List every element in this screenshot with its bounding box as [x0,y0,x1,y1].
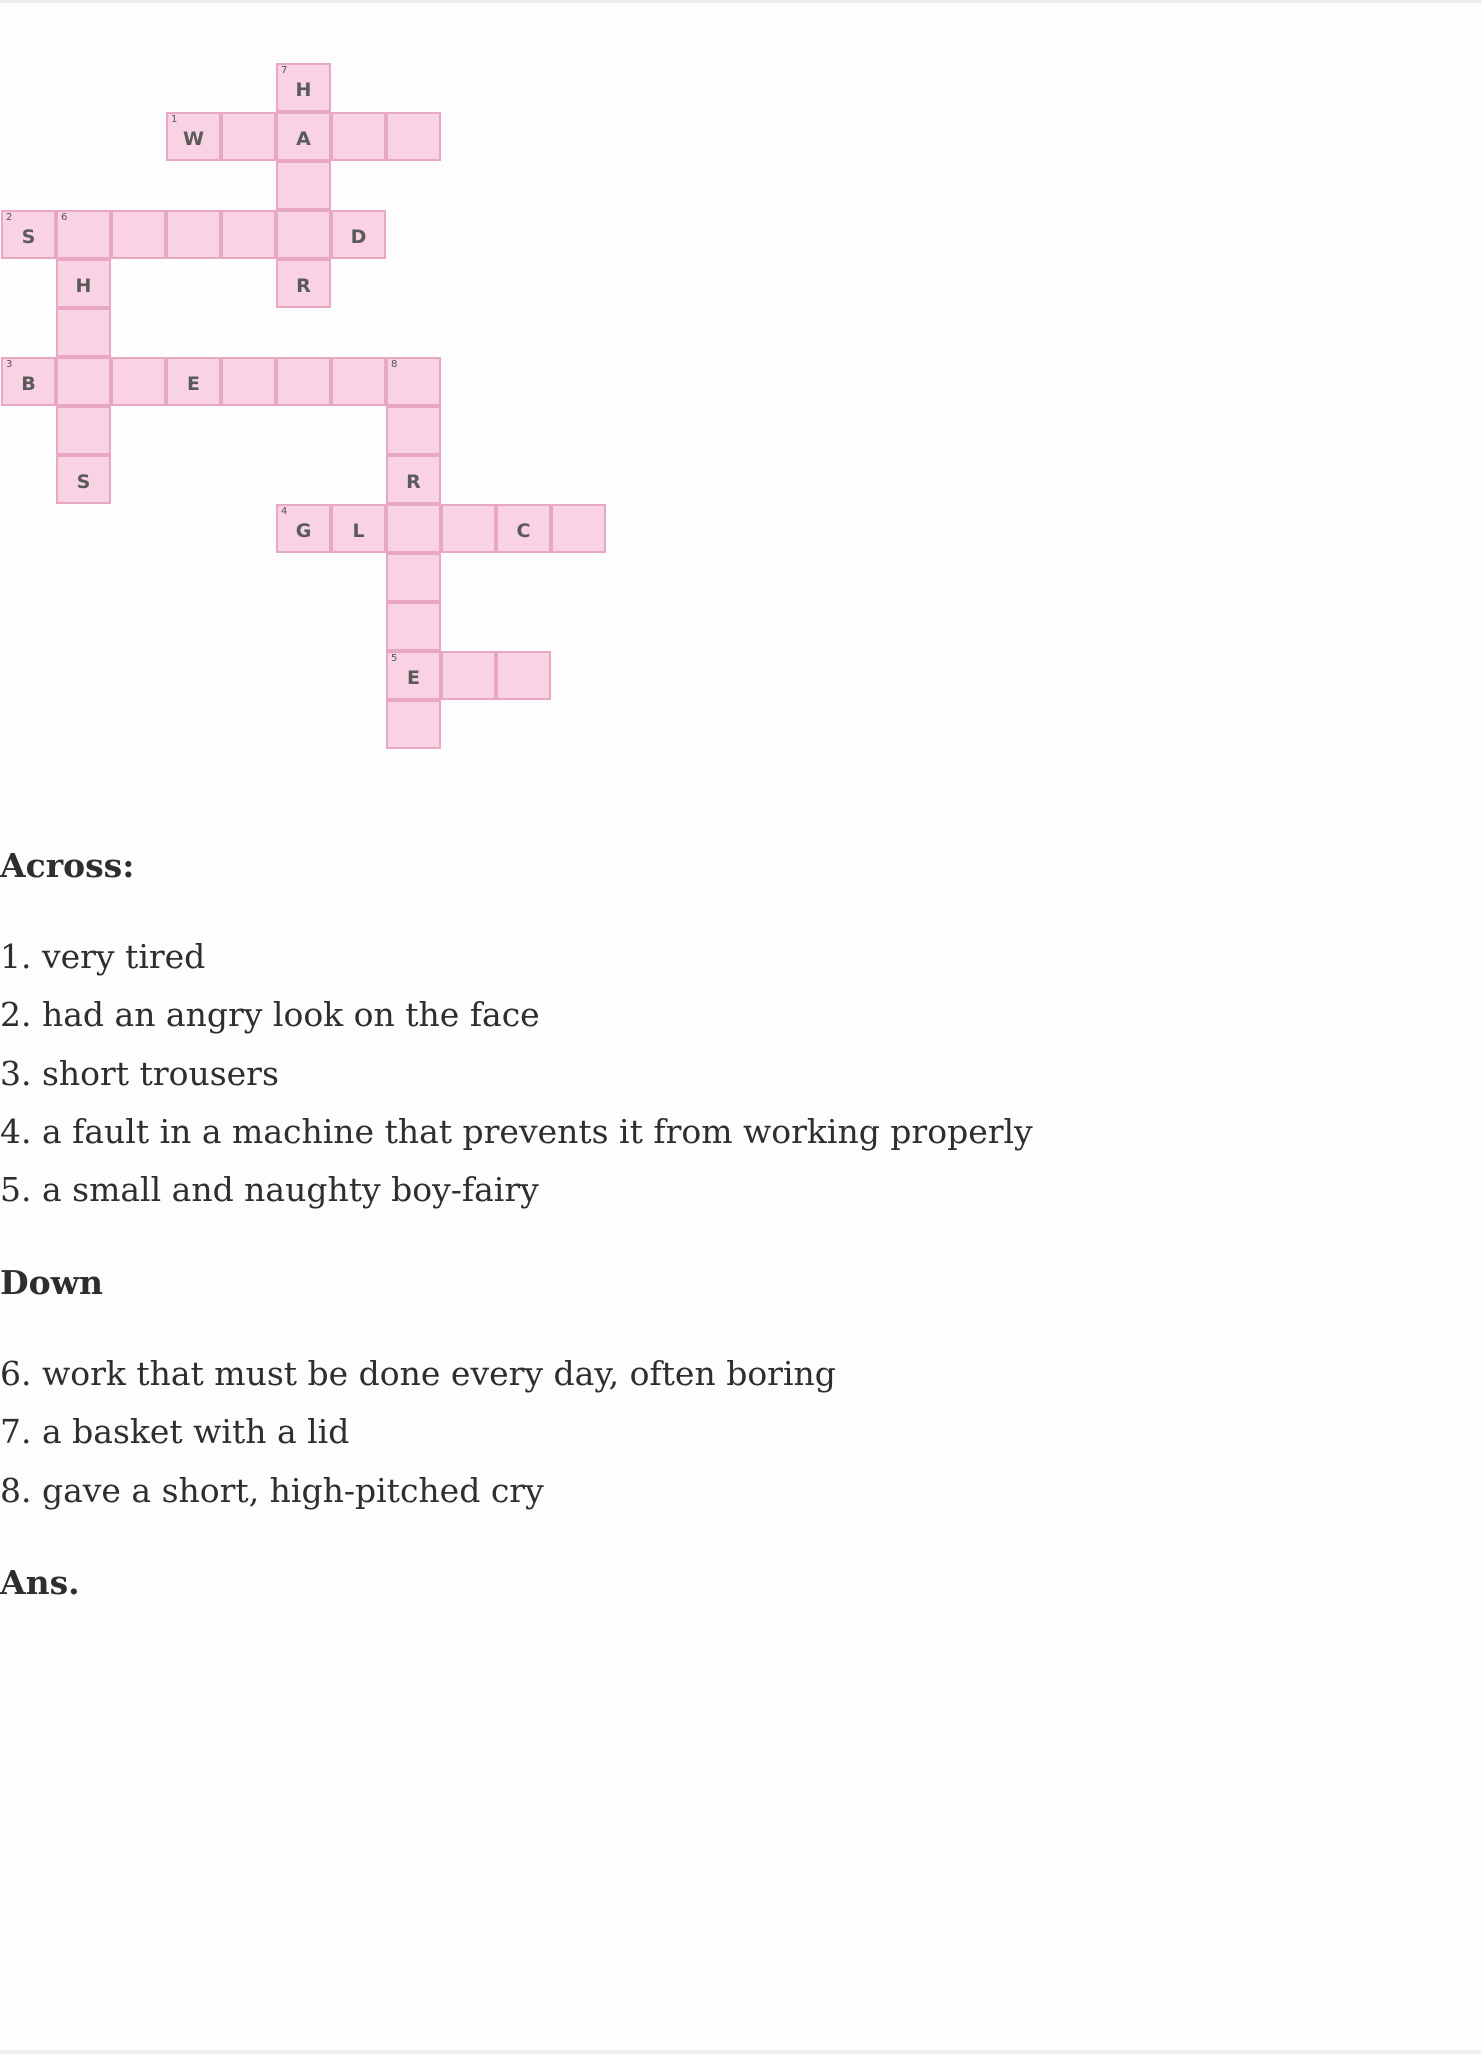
clue-number: 8 [391,359,398,370]
crossword-cell [386,651,441,700]
crossword-cell [56,308,111,357]
crossword-cell [166,112,221,161]
cell-letter [223,359,274,404]
crossword-cell [386,455,441,504]
crossword-cell [386,112,441,161]
cell-letter: R [406,470,421,493]
clue-number: 6 [61,212,68,223]
clue-number: 5 [391,653,398,664]
cell-letter [278,163,329,208]
cell-letter [388,408,439,453]
cell-letter [388,506,439,551]
cell-letter [58,359,109,404]
cell-letter [113,359,164,404]
cell-letter: A [296,127,311,150]
clue-number: 1 [171,114,178,125]
crossword-cell [111,210,166,259]
cell-letter: H [295,78,312,101]
crossword-cell [496,651,551,700]
crossword-cell [221,210,276,259]
crossword-cell [1,210,56,259]
crossword-cell [56,357,111,406]
across-clue-4: 4. a fault in a machine that prevents it from working properly [0,1112,1033,1151]
crossword-cell [331,357,386,406]
crossword-cell [496,504,551,553]
crossword-cell [551,504,606,553]
down-clue-8: 8. gave a short, high-pitched cry [0,1471,544,1510]
cell-letter: D [350,225,367,248]
answer-label: Ans. [0,1563,80,1602]
crossword-cell [56,455,111,504]
cell-letter: S [76,470,91,493]
crossword-cell [386,406,441,455]
crossword-cell [166,210,221,259]
crossword-cell [386,602,441,651]
clue-number: 4 [281,506,288,517]
across-clue-1: 1. very tired [0,937,206,976]
crossword-cell [441,651,496,700]
cell-letter [58,212,109,257]
crossword-cell [331,210,386,259]
cell-letter [58,408,109,453]
down-clue-6: 6. work that must be done every day, often boring [0,1354,836,1393]
cell-letter: E [407,666,420,689]
cell-letter [553,506,604,551]
crossword-cell [221,112,276,161]
bottom-divider [0,2050,1481,2054]
across-clue-3: 3. short trousers [0,1054,279,1093]
across-heading: Across: [0,846,135,885]
cell-letter [443,506,494,551]
cell-letter [388,702,439,747]
cell-letter [223,114,274,159]
across-clue-5: 5. a small and naughty boy-fairy [0,1170,539,1209]
cell-letter: B [21,372,36,395]
cell-letter: E [187,372,200,395]
clue-number: 7 [281,65,288,76]
cell-letter [388,114,439,159]
crossword-cell [56,210,111,259]
cell-letter [443,653,494,698]
cell-letter [388,359,439,404]
cell-letter: R [296,274,311,297]
crossword-cell [1,357,56,406]
cell-letter [333,359,384,404]
crossword-cell [56,406,111,455]
cell-letter: C [516,519,531,542]
down-clue-7: 7. a basket with a lid [0,1412,350,1451]
crossword-cell [386,700,441,749]
crossword-cell [221,357,276,406]
cell-letter [278,212,329,257]
crossword-cell [386,553,441,602]
crossword-cell [331,504,386,553]
cell-letter: G [295,519,312,542]
crossword-cell [276,210,331,259]
cell-letter: W [183,127,204,150]
clue-number: 3 [6,359,13,370]
crossword-cell [276,63,331,112]
cell-letter [278,359,329,404]
across-clue-2: 2. had an angry look on the face [0,995,540,1034]
cell-letter: S [21,225,36,248]
cell-letter [168,212,219,257]
crossword-cell [166,357,221,406]
crossword-cell [331,112,386,161]
cell-letter [223,212,274,257]
cell-letter [58,310,109,355]
crossword-cell [276,357,331,406]
cell-letter [498,653,549,698]
crossword-cell [276,161,331,210]
cell-letter [388,555,439,600]
crossword-grid [0,0,620,810]
cell-letter: L [352,519,365,542]
crossword-cell [441,504,496,553]
crossword-cell [276,112,331,161]
cell-letter [333,114,384,159]
crossword-cell [386,357,441,406]
down-heading: Down [0,1263,104,1302]
crossword-cell [276,504,331,553]
cell-letter: H [75,274,92,297]
crossword-cell [386,504,441,553]
cell-letter [113,212,164,257]
crossword-cell [56,259,111,308]
crossword-cell [111,357,166,406]
cell-letter [388,604,439,649]
crossword-cell [276,259,331,308]
clue-number: 2 [6,212,13,223]
